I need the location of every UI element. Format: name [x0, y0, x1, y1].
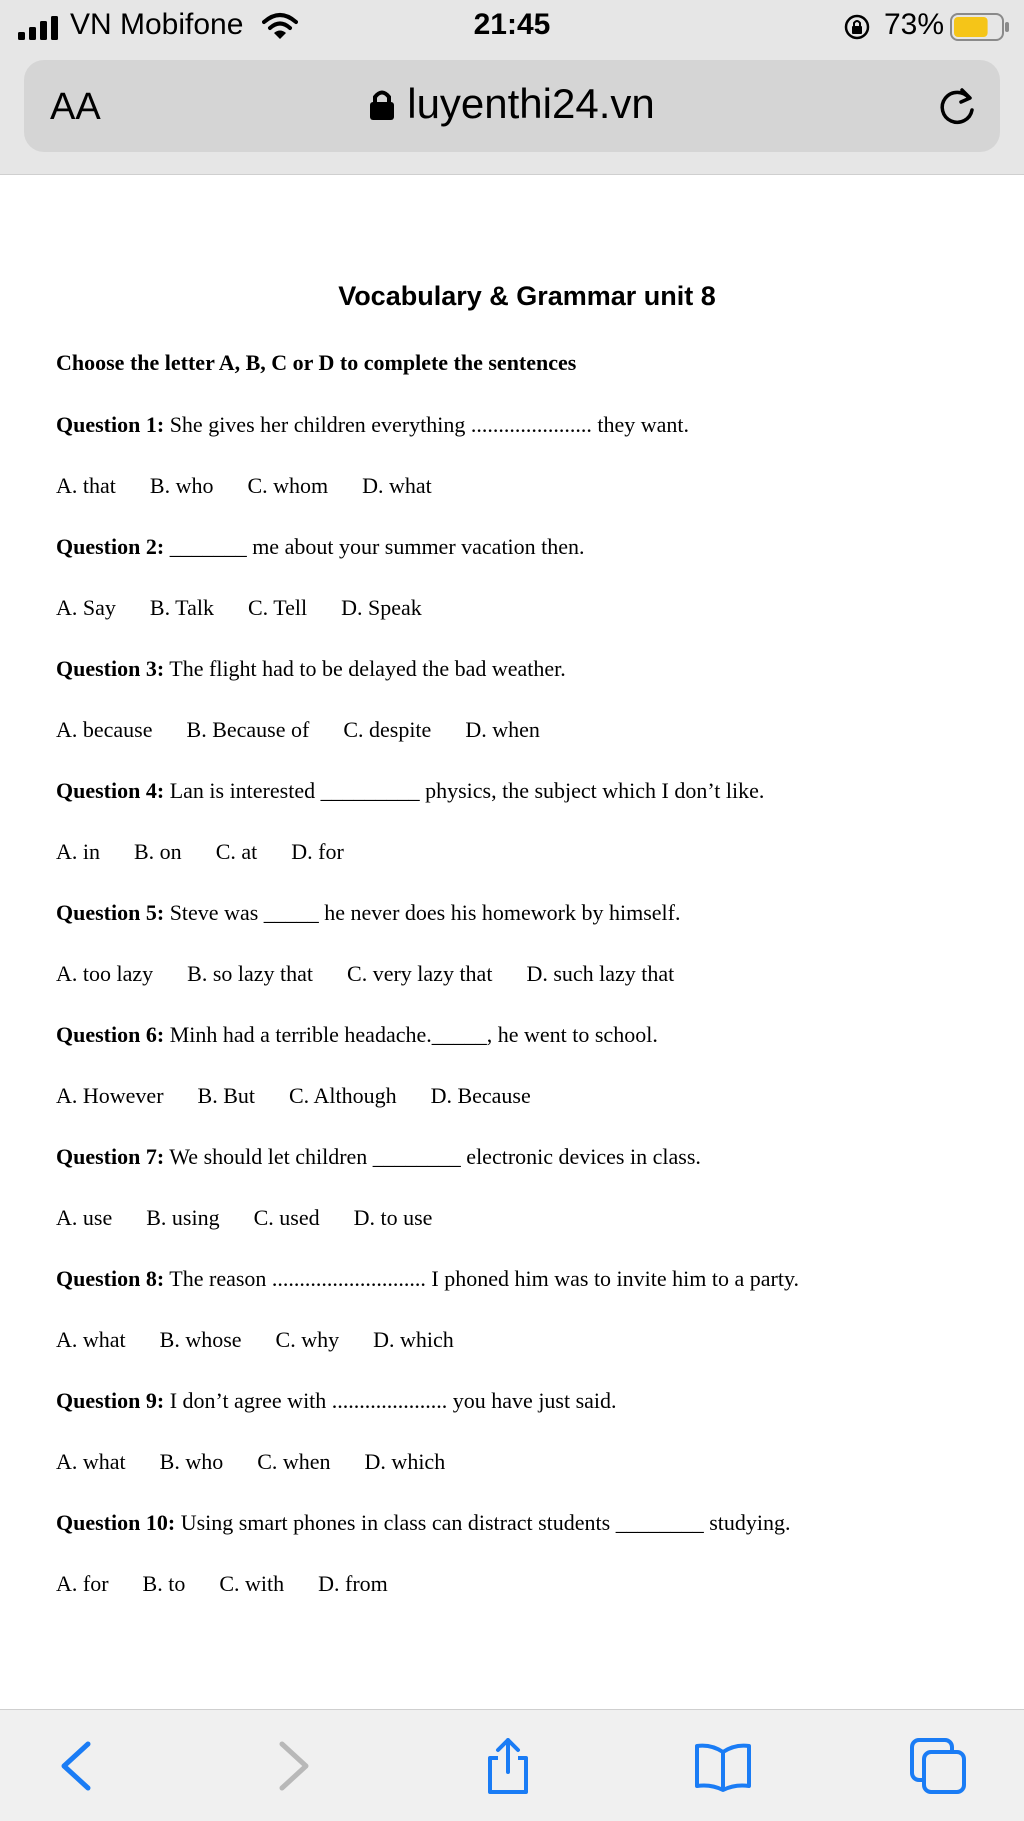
browser-toolbar — [0, 1709, 1024, 1821]
answer-option: A. in — [56, 839, 100, 864]
answer-option: B. Because of — [186, 717, 310, 742]
options-row-3 — [56, 717, 574, 743]
answer-option: A. Say — [56, 595, 116, 620]
answer-option: C. very lazy that — [347, 961, 493, 986]
page-title: Vocabulary & Grammar unit 8 — [338, 281, 716, 311]
url-display[interactable] — [24, 80, 1000, 128]
answer-option: A. too lazy — [56, 961, 154, 986]
question-5 — [56, 900, 680, 926]
answer-option: B. Talk — [149, 595, 214, 620]
answer-option: B. using — [146, 1205, 220, 1230]
wifi-icon — [262, 12, 298, 40]
battery-percentage: 73% — [884, 8, 945, 41]
bookmarks-icon[interactable] — [693, 1738, 753, 1794]
answer-option: C. why — [275, 1327, 340, 1352]
question-label: Question 3: — [56, 656, 165, 681]
question-text: _______ me about your summer vacation then. — [169, 534, 585, 559]
question-label: Question 5: — [56, 900, 165, 925]
answer-option: A. for — [56, 1571, 109, 1596]
question-text: Lan is interested _________ physics, the subject which I don’t like. — [169, 778, 765, 803]
answer-option: B. But — [197, 1083, 255, 1108]
answer-option: A. that — [56, 473, 116, 498]
question-10 — [56, 1510, 791, 1536]
answer-option: B. to — [142, 1571, 186, 1596]
answer-option: C. used — [253, 1205, 320, 1230]
answer-option: B. whose — [159, 1327, 242, 1352]
answer-option: C. at — [215, 839, 258, 864]
reload-icon[interactable] — [934, 84, 980, 130]
answer-option: D. which — [364, 1449, 446, 1474]
question-label: Question 4: — [56, 778, 165, 803]
cellular-signal-icon — [18, 16, 60, 40]
question-label: Question 8: — [56, 1266, 165, 1291]
question-text: The flight had to be delayed the bad weather. — [169, 656, 566, 681]
question-text: Steve was _____ he never does his homework by himself. — [169, 900, 681, 925]
answer-option: D. Speak — [341, 595, 422, 620]
options-row-1 — [56, 473, 466, 499]
answer-option: C. when — [257, 1449, 331, 1474]
options-row-9 — [56, 1449, 479, 1475]
question-label: Question 2: — [56, 534, 165, 559]
question-label: Question 10: — [56, 1510, 176, 1535]
answer-option: B. who — [149, 473, 214, 498]
question-label: Question 7: — [56, 1144, 165, 1169]
question-8 — [56, 1266, 799, 1292]
question-label: Question 9: — [56, 1388, 165, 1413]
answer-option: A. use — [56, 1205, 113, 1230]
browser-chrome — [0, 56, 1024, 175]
answer-option: A. because — [56, 717, 153, 742]
answer-option: C. Tell — [247, 595, 308, 620]
question-text: Using smart phones in class can distract students ________ studying. — [180, 1510, 791, 1535]
answer-option: B. so lazy that — [187, 961, 314, 986]
answer-option: D. to use — [353, 1205, 433, 1230]
answer-option: D. for — [291, 839, 344, 864]
answer-option: A. what — [56, 1449, 126, 1474]
rotation-lock-icon — [843, 13, 871, 41]
options-row-4 — [56, 839, 378, 865]
answer-option: B. on — [134, 839, 182, 864]
question-label: Question 6: — [56, 1022, 165, 1047]
back-icon[interactable] — [48, 1738, 108, 1794]
answer-option: D. when — [465, 717, 540, 742]
options-row-8 — [56, 1327, 488, 1353]
options-row-6 — [56, 1083, 565, 1109]
share-icon[interactable] — [478, 1738, 538, 1794]
answer-option: A. However — [56, 1083, 164, 1108]
question-text: The reason ............................ I phoned him was to invite him to a party. — [169, 1266, 800, 1291]
question-text: Minh had a terrible headache._____, he went to school. — [169, 1022, 658, 1047]
status-bar — [0, 0, 1024, 56]
question-1 — [56, 412, 689, 438]
instruction-text: Choose the letter A, B, C or D to complete the sentences — [56, 350, 577, 375]
answer-option: C. with — [219, 1571, 285, 1596]
answer-option: D. what — [362, 473, 432, 498]
question-9 — [56, 1388, 617, 1414]
answer-option: B. who — [159, 1449, 224, 1474]
options-row-2 — [56, 595, 456, 621]
answer-option: C. whom — [247, 473, 329, 498]
forward-icon[interactable] — [262, 1738, 322, 1794]
carrier-name: VN Mobifone — [70, 8, 244, 41]
question-text: She gives her children everything ...................... they want. — [169, 412, 690, 437]
question-text: We should let children ________ electronic devices in class. — [169, 1144, 701, 1169]
answer-option: C. despite — [343, 717, 432, 742]
question-3 — [56, 656, 566, 682]
text-size-button[interactable]: AA — [50, 86, 101, 128]
question-6 — [56, 1022, 658, 1048]
options-row-5 — [56, 961, 708, 987]
address-bar[interactable] — [24, 60, 1000, 152]
tabs-icon[interactable] — [908, 1738, 968, 1794]
question-label: Question 1: — [56, 412, 165, 437]
page-content — [0, 175, 1024, 1709]
padlock-icon — [369, 88, 395, 120]
question-text: I don’t agree with ..................... you have just said. — [169, 1388, 617, 1413]
answer-option: A. what — [56, 1327, 126, 1352]
battery-icon — [950, 13, 1010, 41]
url-text: luyenthi24.vn — [407, 80, 655, 127]
clock-time: 21:45 — [473, 8, 551, 41]
options-row-7 — [56, 1205, 466, 1231]
answer-option: D. such lazy that — [526, 961, 675, 986]
answer-option: D. from — [318, 1571, 388, 1596]
answer-option: D. which — [373, 1327, 454, 1352]
question-2 — [56, 534, 585, 560]
options-row-10 — [56, 1571, 422, 1597]
answer-option: D. Because — [430, 1083, 531, 1108]
question-7 — [56, 1144, 701, 1170]
question-4 — [56, 778, 764, 804]
answer-option: C. Although — [289, 1083, 397, 1108]
